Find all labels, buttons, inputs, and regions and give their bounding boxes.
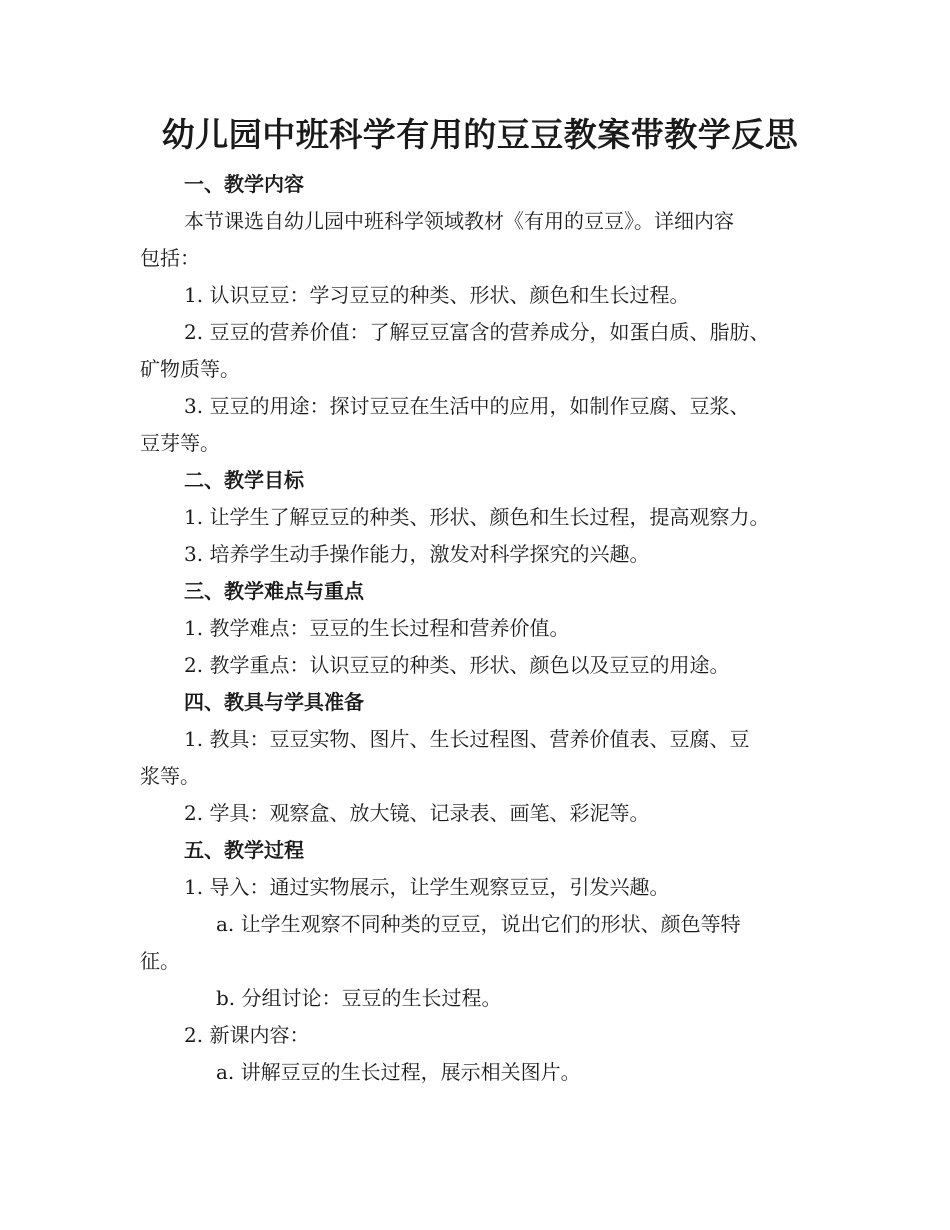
document-title: 幼儿园中班科学有用的豆豆教案带教学反思 xyxy=(161,115,799,154)
section-heading: 五、教学过程 xyxy=(184,838,304,862)
section-heading: 四、教具与学具准备 xyxy=(184,690,364,714)
sub-list-item: a. 让学生观察不同种类的豆豆，说出它们的形状、颜色等特 xyxy=(216,912,741,936)
list-item: 1. 教学难点：豆豆的生长过程和营养价值。 xyxy=(184,616,570,640)
list-item-continued: 豆芽等。 xyxy=(140,431,220,455)
list-item-continued: 浆等。 xyxy=(140,764,200,788)
list-item: 2. 学具：观察盒、放大镜、记录表、画笔、彩泥等。 xyxy=(184,801,650,825)
section-heading: 一、教学内容 xyxy=(184,172,304,196)
list-item: 2. 新课内容： xyxy=(184,1023,310,1047)
sub-list-item: a. 讲解豆豆的生长过程，展示相关图片。 xyxy=(216,1060,581,1084)
list-item: 1. 教具：豆豆实物、图片、生长过程图、营养价值表、豆腐、豆 xyxy=(184,727,750,751)
paragraph-line: 本节课选自幼儿园中班科学领域教材《有用的豆豆》。详细内容 xyxy=(184,209,734,233)
list-item: 3. 培养学生动手操作能力，激发对科学探究的兴趣。 xyxy=(184,542,650,566)
list-item: 2. 教学重点：认识豆豆的种类、形状、颜色以及豆豆的用途。 xyxy=(184,653,730,677)
list-item: 1. 认识豆豆：学习豆豆的种类、形状、颜色和生长过程。 xyxy=(184,283,690,307)
list-item: 3. 豆豆的用途：探讨豆豆在生活中的应用，如制作豆腐、豆浆、 xyxy=(184,394,750,418)
section-heading: 二、教学目标 xyxy=(184,468,304,492)
list-item: 1. 导入：通过实物展示，让学生观察豆豆，引发兴趣。 xyxy=(184,875,670,899)
sub-list-item-continued: 征。 xyxy=(140,949,180,973)
list-item: 1. 让学生了解豆豆的种类、形状、颜色和生长过程，提高观察力。 xyxy=(184,505,770,529)
section-heading: 三、教学难点与重点 xyxy=(184,579,364,603)
list-item-continued: 矿物质等。 xyxy=(140,357,240,381)
sub-list-item: b. 分组讨论：豆豆的生长过程。 xyxy=(216,986,502,1010)
paragraph-line: 包括： xyxy=(140,246,200,270)
list-item: 2. 豆豆的营养价值：了解豆豆富含的营养成分，如蛋白质、脂肪、 xyxy=(184,320,770,344)
document-body xyxy=(140,108,820,1091)
